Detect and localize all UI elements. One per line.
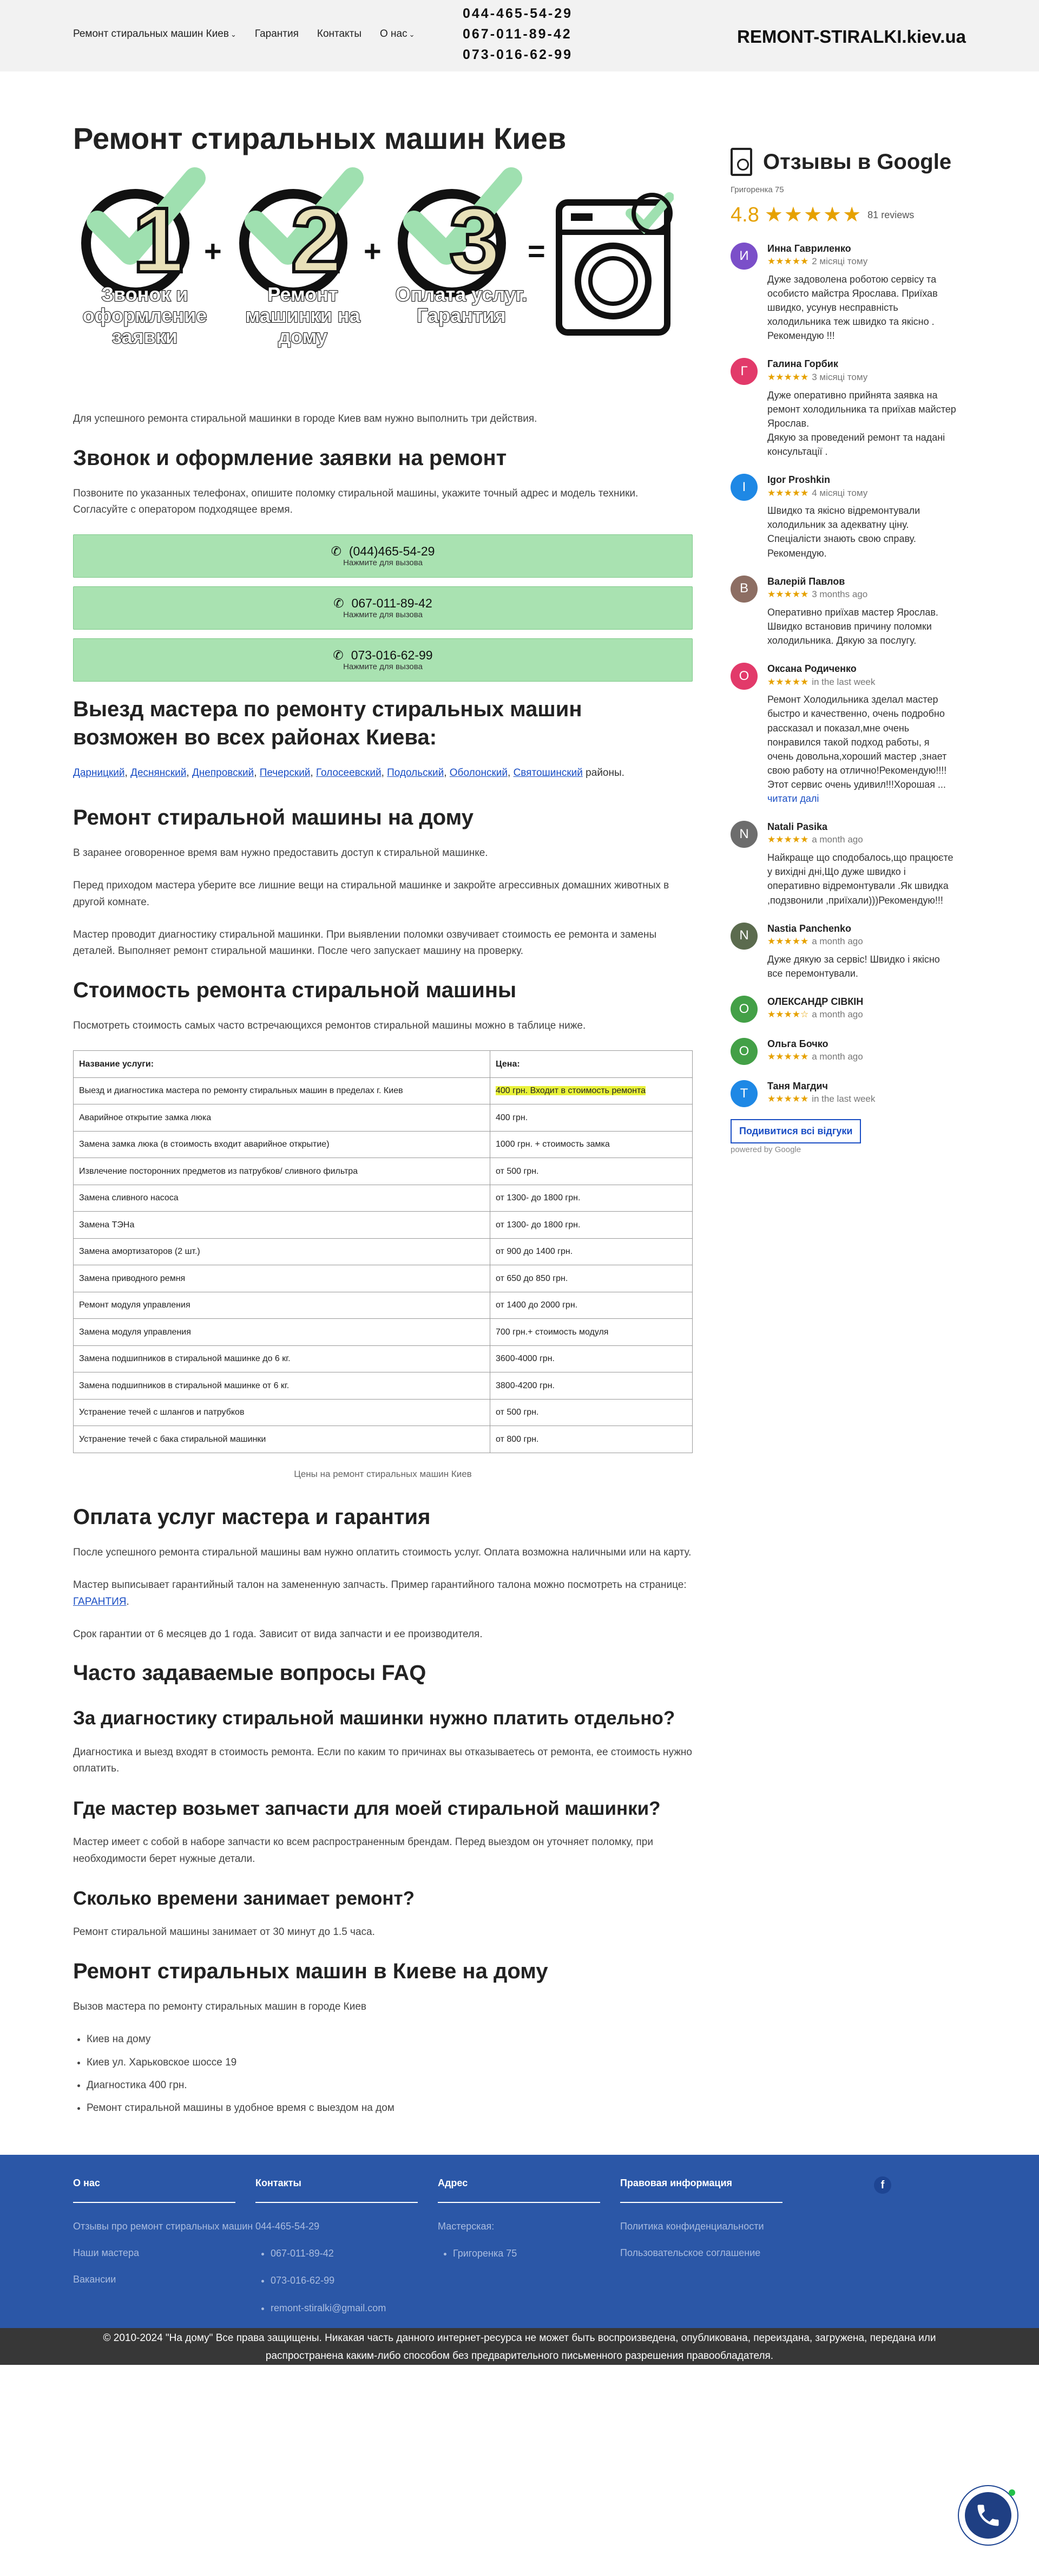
list-item: • Ремонт стиральной машины в удобное время с выездом на дом xyxy=(87,2100,693,2116)
avatar: И xyxy=(731,243,758,270)
reviewer-name[interactable]: Валерій Павлов xyxy=(767,576,845,587)
review-time: a month ago xyxy=(812,936,863,947)
star-icon: ★★★★★ xyxy=(764,204,863,226)
review-text-body: Ремонт Холодильника зделал мастер быстро и качественно, очень подробно рассказал и показал,мне очень понравился такой подход работы, я очень довольна,хороший мастер ,знает свою работу на отлично!Рекомендую!!!!Этот сервис очень удивил!!!Хорошая ... xyxy=(767,694,947,790)
table-row xyxy=(74,1319,693,1346)
review-body xyxy=(767,474,958,560)
home-repair-text: Перед приходом мастера уберите все лишние вещи на стиральной машинке и закройте агрессивных домашних животных в другой комнате. xyxy=(73,880,669,908)
star-icon: ★★★★★ xyxy=(767,256,809,267)
main-content xyxy=(73,71,693,2128)
main-nav xyxy=(73,26,415,42)
review-item xyxy=(731,923,958,980)
footer-link[interactable]: Политика конфиденциальности xyxy=(620,2220,764,2232)
star-icon: ★★★★★ xyxy=(767,676,809,687)
call-button-main xyxy=(333,597,432,610)
avatar: Т xyxy=(731,1080,758,1107)
intro-text: Для успешного ремонта стиральной машинки в городе Киев вам нужно выполнить три действия. xyxy=(73,413,537,425)
table-row xyxy=(74,1399,693,1426)
faq-answer: Ремонт стиральной машины занимает от 30 минут до 1.5 часа. xyxy=(73,1926,375,1938)
price-cell: от 800 грн. xyxy=(490,1426,693,1453)
floating-call-button[interactable] xyxy=(958,2485,1018,2546)
list-item: • Киев ул. Харьковское шоссе 19 xyxy=(87,2055,693,2071)
faq-question: Где мастер возьмет запчасти для моей стиральной машинки? xyxy=(73,1797,661,1819)
reviews-subtitle: Григоренка 75 xyxy=(731,185,784,194)
star-icon: ★★★★☆ xyxy=(767,1009,809,1020)
steps-infographic xyxy=(73,178,693,370)
footer-link[interactable]: Пользовательское соглашение xyxy=(620,2247,761,2258)
phone-glyph xyxy=(974,2501,1002,2529)
price-intro: Посмотреть стоимость самых часто встречающихся ремонтов стиральной машины можно в таблице ниже. xyxy=(73,1019,586,1031)
faq-answer: Диагностика и выезд входят в стоимость ремонта. Если по каким то причинах вы отказываетесь от ремонта, ее стоимость нужно оплатить. xyxy=(73,1746,692,1775)
step-1 xyxy=(73,178,216,370)
call-button[interactable] xyxy=(73,638,693,682)
price-cell: 400 грн. xyxy=(490,1104,693,1132)
table-row xyxy=(74,1104,693,1132)
review-text xyxy=(767,692,958,806)
star-icon: ★★★★★ xyxy=(767,487,809,498)
call-button[interactable] xyxy=(73,534,693,578)
reviewer-name[interactable]: Оксана Родиченко xyxy=(767,663,857,675)
review-time: a month ago xyxy=(812,1009,863,1020)
highlighted-price: 400 грн. Входит в стоимость ремонта xyxy=(496,1086,646,1096)
footer-col-contacts xyxy=(255,2175,438,2328)
nav-label: Ремонт стиральных машин Киев xyxy=(73,28,229,40)
avatar: О xyxy=(731,663,758,690)
section-title-districts: Выезд мастера по ремонту стиральных машин возможен во всех районах Киева: xyxy=(73,697,582,750)
step-3 xyxy=(390,178,533,370)
price-cell: 3800-4200 грн. xyxy=(490,1372,693,1400)
review-meta xyxy=(767,1008,863,1021)
service-cell: Замена ТЭНа xyxy=(74,1212,490,1239)
avatar: N xyxy=(731,923,758,950)
price-cell: от 650 до 850 грн. xyxy=(490,1265,693,1292)
review-text-body: Дуже оперативно прийнята заявка на ремонт холодильника та приїхав майстер Ярослав. Дякую за проведений ремонт та надані консультації . xyxy=(767,389,956,457)
reviews-title: Отзывы в Google xyxy=(763,150,952,174)
table-row xyxy=(74,1265,693,1292)
review-body xyxy=(767,243,958,343)
service-cell: Аварийное открытие замка люка xyxy=(74,1104,490,1132)
review-text-body: Швидко та якісно відремонтували холодильник за адекватну ціну. Спеціалісти знають свою справу. Рекомендую. xyxy=(767,505,920,559)
washing-machine-icon xyxy=(731,148,752,176)
review-body xyxy=(767,1038,863,1065)
faq-question: Сколько времени занимает ремонт? xyxy=(73,1887,415,1909)
star-icon: ★★★★★ xyxy=(767,936,809,947)
table-row xyxy=(74,1372,693,1400)
chevron-down-icon: ⌄ xyxy=(230,30,236,38)
review-meta xyxy=(767,588,958,601)
section-title-call: Звонок и оформление заявки на ремонт xyxy=(73,446,507,470)
online-indicator xyxy=(1009,2489,1015,2496)
service-cell: Выезд и диагностика мастера по ремонту стиральных машин в пределах г. Киев xyxy=(74,1077,490,1104)
review-text xyxy=(767,504,958,560)
footer-text: Мастерская: xyxy=(438,2220,495,2232)
footer-col-about xyxy=(73,2175,255,2328)
home-repair-text: В заранее оговоренное время вам нужно предоставить доступ к стиральной машинке. xyxy=(73,847,488,859)
footer-heading: Правовая информация xyxy=(620,2175,782,2203)
review-time: 3 months ago xyxy=(812,589,868,600)
phone-icon xyxy=(965,2492,1011,2539)
google-reviews-widget xyxy=(731,71,958,2128)
districts-list: Дарницкий, Деснянский, Днепровский, Печерский, Голосеевский, Подольский, Оболонский, Святошинский районы. xyxy=(73,767,624,779)
review-text-body: Найкраще що сподобалось,що працюєте у вихідні дні,Що дуже швидко і оперативно відремонтували .Як швидка ,подзвонили ,приїхали)))Рекомендую!!! xyxy=(767,852,953,906)
section-title-price: Стоимость ремонта стиральной машины xyxy=(73,978,517,1002)
nav-item-about[interactable] xyxy=(380,26,415,42)
plus-sign: + xyxy=(204,234,222,269)
price-cell: от 1300- до 1800 грн. xyxy=(490,1185,693,1212)
review-count[interactable]: 81 reviews xyxy=(867,210,915,220)
section-title-kiev: Ремонт стиральных машин в Киеве на дому xyxy=(73,1959,548,1983)
review-time: 4 місяці тому xyxy=(812,487,868,498)
footer-phone[interactable]: • 067-011-89-42 xyxy=(271,2246,438,2261)
review-text-body: Дуже дякую за сервіс! Швидко і якісно все перемонтували. xyxy=(767,953,940,979)
home-repair-text: Мастер проводит диагностику стиральной машинки. При выявлении поломки озвучивает стоимость ее ремонта и замены деталей. Выполняет ремонт стиральной машинки. После чего запускает машину на проверку. xyxy=(73,929,657,957)
kiev-list xyxy=(87,2031,693,2117)
payment-text: Срок гарантии от 6 месяцев до 1 года. Зависит от вида запчасти и ее производителя. xyxy=(73,1628,483,1640)
table-row xyxy=(74,1131,693,1158)
footer-address-list xyxy=(453,2246,620,2261)
footer-columns xyxy=(73,2155,966,2328)
price-cell: от 900 до 1400 грн. xyxy=(490,1238,693,1265)
table-header: Название услуги: xyxy=(74,1051,490,1078)
all-reviews-button[interactable]: Подивитися всі відгуки xyxy=(731,1119,861,1143)
price-cell: 700 грн.+ стоимость модуля xyxy=(490,1319,693,1346)
read-more-link[interactable]: читати далі xyxy=(767,793,819,804)
review-text-body: Оперативно приїхав мастер Ярослав. Швидко встановив причину поломки холодильника. Дякую за послугу. xyxy=(767,606,938,646)
review-time: a month ago xyxy=(812,1051,863,1062)
reviewer-name[interactable]: Таня Магдич xyxy=(767,1081,828,1092)
call-button-main xyxy=(331,545,435,558)
call-button-phone: 073-016-62-99 xyxy=(351,648,433,663)
header-phones xyxy=(463,3,573,65)
site-footer xyxy=(0,2155,1039,2362)
district-link[interactable]: Святошинский xyxy=(513,767,583,779)
reviewer-name[interactable]: Igor Proshkin xyxy=(767,474,831,486)
star-icon: ★★★★★ xyxy=(767,371,809,382)
call-button-sub: Нажмите для вызова xyxy=(343,558,423,567)
reviewer-name[interactable]: ОЛЕКСАНДР СІВКІН xyxy=(767,996,864,1008)
footer-heading: Контакты xyxy=(255,2175,418,2203)
service-cell: Замена модуля управления xyxy=(74,1319,490,1346)
review-time: 2 місяці тому xyxy=(812,256,868,267)
price-cell: от 500 грн. xyxy=(490,1158,693,1185)
service-cell: Замена сливного насоса xyxy=(74,1185,490,1212)
footer-col-address xyxy=(438,2175,620,2328)
price-cell: от 1300- до 1800 грн. xyxy=(490,1212,693,1239)
reviewer-name[interactable]: Галина Горбик xyxy=(767,358,838,370)
section-text-call: Позвоните по указанных телефонах, опишите поломку стиральной машины, укажите точный адрес и модель техники. Согласуйте с оператором подходящее время. xyxy=(73,487,639,515)
reviews-header xyxy=(731,145,958,179)
call-button-sub: Нажмите для вызова xyxy=(343,662,423,671)
call-button-main xyxy=(333,649,432,662)
review-item xyxy=(731,358,958,459)
faq-answer: Мастер имеет с собой в наборе запчасти ко всем распространенным брендам. Перед выездом он уточняет поломку, при необходимости берет нужные детали. xyxy=(73,1836,653,1865)
footer-link[interactable]: Вакансии xyxy=(73,2273,116,2285)
guarantee-text: Мастер выписывает гарантийный талон на замененную запчасть. Пример гарантийного талона можно посмотреть на странице: xyxy=(73,1579,687,1591)
washing-machine-icon xyxy=(555,192,674,338)
service-cell: Замена замка люка (в стоимость входит аварийное открытие) xyxy=(74,1131,490,1158)
table-row xyxy=(74,1345,693,1372)
service-cell: Устранение течей с бака стиральной машинки xyxy=(74,1426,490,1453)
table-header-row xyxy=(74,1051,693,1078)
review-body xyxy=(767,358,958,459)
price-cell: 3600-4000 грн. xyxy=(490,1345,693,1372)
plus-sign: + xyxy=(364,234,382,269)
review-item xyxy=(731,1038,958,1065)
service-cell: Замена приводного ремня xyxy=(74,1265,490,1292)
district-link[interactable]: Деснянский xyxy=(130,767,187,779)
review-meta xyxy=(767,487,958,500)
service-cell: Ремонт модуля управления xyxy=(74,1292,490,1319)
footer-link[interactable]: Наши мастера xyxy=(73,2247,139,2258)
review-time: in the last week xyxy=(812,676,876,687)
review-item xyxy=(731,474,958,560)
facebook-icon[interactable]: f xyxy=(874,2176,891,2194)
district-link[interactable]: Печерский xyxy=(259,767,311,779)
phone-icon: ✆ xyxy=(333,596,344,611)
table-header: Цена: xyxy=(490,1051,693,1078)
review-meta xyxy=(767,1093,875,1106)
nav-label: О нас xyxy=(379,28,407,40)
review-meta xyxy=(767,935,958,948)
review-meta xyxy=(767,1050,863,1063)
price-table xyxy=(73,1050,693,1453)
copyright-bar: © 2010-2024 "На дому" Все права защищены. Никакая часть данного интернет-ресурса не может быть воспроизведена, опубликована, переиздана, загружена, передана или распространена каким-либо способом без предварительного письменного разрешения правообладателя. xyxy=(0,2328,1039,2365)
price-cell: от 1400 до 2000 грн. xyxy=(490,1292,693,1319)
review-body xyxy=(767,923,958,980)
district-link[interactable]: Подольский xyxy=(387,767,444,779)
site-header xyxy=(0,0,1039,71)
rating-summary xyxy=(731,199,958,232)
review-item xyxy=(731,663,958,806)
service-cell: Замена подшипников в стиральной машинке от 6 кг. xyxy=(74,1372,490,1400)
service-cell: Замена подшипников в стиральной машинке до 6 кг. xyxy=(74,1345,490,1372)
review-text xyxy=(767,851,958,907)
district-link[interactable]: Днепровский xyxy=(192,767,254,779)
review-time: in the last week xyxy=(812,1094,876,1104)
header-phone-link[interactable]: 067-011-89-42 xyxy=(463,27,572,42)
footer-address: • Григоренка 75 xyxy=(453,2246,620,2261)
avatar: I xyxy=(731,474,758,501)
review-text xyxy=(767,388,958,459)
page-title: Ремонт стиральных машин Киев xyxy=(73,121,567,155)
review-body xyxy=(767,576,958,648)
footer-contact-list xyxy=(271,2246,438,2316)
header-phone-link[interactable]: 073-016-62-99 xyxy=(463,47,573,62)
review-text-body: Дуже задоволена роботою сервісу та особисто майстра Ярослава. Приїхав швидко, усунув несправність холодильника теж швидко та якісно . Рекомендую !!! xyxy=(767,273,938,342)
star-icon: ★★★★★ xyxy=(767,589,809,600)
service-cell: Замена амортизаторов (2 шт.) xyxy=(74,1238,490,1265)
reviewer-name[interactable]: Инна Гавриленко xyxy=(767,243,851,254)
star-icon: ★★★★★ xyxy=(767,1094,809,1104)
table-row xyxy=(74,1185,693,1212)
list-item: • Киев на дому xyxy=(87,2031,693,2048)
footer-link[interactable]: Отзывы про ремонт стиральных машин xyxy=(73,2220,253,2232)
avatar: О xyxy=(731,1038,758,1065)
reviewer-name[interactable]: Natali Pasika xyxy=(767,821,828,833)
footer-col-legal xyxy=(620,2175,803,2328)
review-time: 3 місяці тому xyxy=(812,371,868,382)
footer-phone[interactable]: 044-465-54-29 xyxy=(255,2220,320,2232)
service-cell: Извлечение посторонних предметов из патрубков/ сливного фильтра xyxy=(74,1158,490,1185)
call-button-phone: 067-011-89-42 xyxy=(351,596,432,611)
table-row xyxy=(74,1292,693,1319)
footer-heading: О нас xyxy=(73,2175,235,2203)
nav-item-contacts[interactable]: Контакты xyxy=(317,28,361,40)
list-item: • Диагностика 400 грн. xyxy=(87,2077,693,2094)
step-label: Оплата услуг. Гарантия xyxy=(395,283,528,327)
price-cell: от 500 грн. xyxy=(490,1399,693,1426)
avatar: Г xyxy=(731,358,758,385)
review-body xyxy=(767,663,958,806)
table-caption: Цены на ремонт стиральных машин Киев xyxy=(294,1468,472,1479)
table-row xyxy=(74,1238,693,1265)
step-2 xyxy=(231,178,374,370)
nav-item-guarantee[interactable]: Гарантия xyxy=(254,28,299,40)
district-link[interactable]: Голосеевский xyxy=(315,767,382,779)
review-item xyxy=(731,576,958,648)
payment-text-guarantee: Мастер выписывает гарантийный талон на замененную запчасть. Пример гарантийного талона можно посмотреть на странице: ГАРАНТИЯ. xyxy=(73,1579,687,1607)
equals-sign: = xyxy=(528,234,545,269)
avatar: В xyxy=(731,576,758,603)
review-meta xyxy=(767,833,958,846)
table-row xyxy=(74,1158,693,1185)
districts-suffix: районы. xyxy=(582,767,624,779)
section-title-faq: Часто задаваемые вопросы FAQ xyxy=(73,1661,426,1685)
review-body xyxy=(767,821,958,907)
review-list xyxy=(731,243,958,1107)
table-row xyxy=(74,1426,693,1453)
review-item xyxy=(731,1080,958,1107)
reviewer-name[interactable]: Nastia Panchenko xyxy=(767,923,852,934)
step-number: 1 xyxy=(133,189,184,292)
review-body xyxy=(767,1080,875,1107)
review-meta xyxy=(767,676,958,689)
service-cell: Устранение течей с шлангов и патрубков xyxy=(74,1399,490,1426)
header-phone-link[interactable]: 044-465-54-29 xyxy=(463,6,573,21)
call-button-sub: Нажмите для вызова xyxy=(343,610,423,619)
star-icon: ★★★★★ xyxy=(767,834,809,845)
footer-heading: Адрес xyxy=(438,2175,600,2203)
section-title-payment: Оплата услуг мастера и гарантия xyxy=(73,1505,431,1529)
footer-email[interactable]: • remont-stiralki@gmail.com xyxy=(271,2300,438,2316)
chevron-down-icon: ⌄ xyxy=(409,30,415,38)
powered-by-google: powered by Google xyxy=(731,1145,801,1154)
call-button[interactable] xyxy=(73,586,693,630)
district-link[interactable]: Оболонский xyxy=(449,767,508,779)
kiev-text: Вызов мастера по ремонту стиральных машин в городе Киев xyxy=(73,2000,367,2012)
review-text xyxy=(767,952,958,980)
review-item xyxy=(731,821,958,907)
avatar: О xyxy=(731,996,758,1023)
nav-item-repair[interactable] xyxy=(73,26,236,42)
step-number: 2 xyxy=(291,189,342,292)
site-logo[interactable]: REMONT-STIRALKI.kiev.ua xyxy=(737,27,966,47)
review-text xyxy=(767,272,958,343)
guarantee-link[interactable]: ГАРАНТИЯ xyxy=(73,1596,127,1607)
reviewer-name[interactable]: Ольга Бочко xyxy=(767,1038,828,1050)
section-title-home-repair: Ремонт стиральной машины на дому xyxy=(73,805,474,829)
phone-icon: ✆ xyxy=(331,544,341,559)
price-cell xyxy=(490,1077,693,1104)
price-cell: 1000 грн. + стоимость замка xyxy=(490,1131,693,1158)
review-meta xyxy=(767,371,958,384)
phone-icon: ✆ xyxy=(333,648,344,663)
rating-value: 4.8 xyxy=(731,204,759,226)
footer-phone[interactable]: • 073-016-62-99 xyxy=(271,2273,438,2289)
review-meta xyxy=(767,255,958,268)
avatar: N xyxy=(731,821,758,848)
payment-text: После успешного ремонта стиральной машины вам нужно оплатить стоимость услуг. Оплата возможна наличными или на карту. xyxy=(73,1546,692,1558)
step-label: Ремонт машинки на дому xyxy=(245,283,360,348)
table-row xyxy=(74,1077,693,1104)
call-button-phone: (044)465-54-29 xyxy=(348,544,435,559)
review-item xyxy=(731,243,958,343)
district-link[interactable]: Дарницкий xyxy=(73,767,125,779)
faq-question: За диагностику стиральной машинки нужно платить отдельно? xyxy=(73,1708,675,1729)
review-body xyxy=(767,996,863,1023)
review-text xyxy=(767,605,958,648)
star-icon: ★★★★★ xyxy=(767,1051,809,1062)
step-label: Звонок и оформление заявки xyxy=(82,283,207,348)
table-row xyxy=(74,1212,693,1239)
step-number: 3 xyxy=(449,189,501,292)
review-item xyxy=(731,996,958,1023)
review-time: a month ago xyxy=(812,834,863,845)
